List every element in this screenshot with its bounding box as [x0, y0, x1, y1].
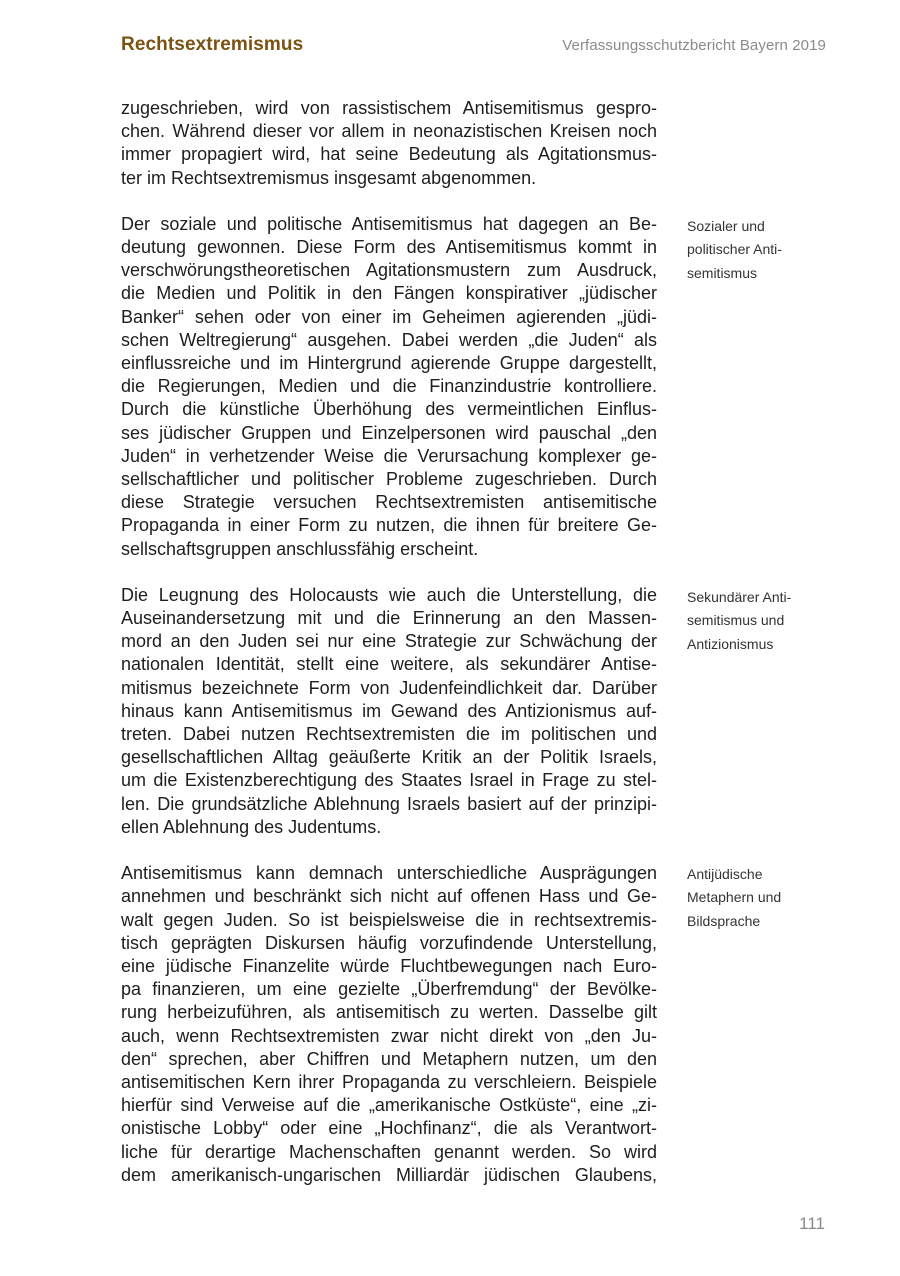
- section-title: Rechtsextremismus: [121, 34, 304, 55]
- text-line: Auseinandersetzung mit und die Erinnerung an den Massen-: [121, 608, 657, 629]
- text-line: Antisemitismus kann demnach unterschiedliche Ausprägungen: [121, 863, 657, 884]
- text-line: Juden“ in verhetzender Weise die Verursachung komplexer ge-: [121, 445, 657, 466]
- text-line: schen Weltregierung“ ausgehen. Dabei werden „die Juden“ als: [121, 329, 657, 350]
- text-line: den“ sprechen, aber Chiffren und Metaphern nutzen, um den: [121, 1048, 657, 1069]
- text-line: sellschaftsgruppen anschlussfähig erscheint.: [121, 538, 479, 559]
- text-line: mord an den Juden sei nur eine Strategie zur Schwächung der: [121, 631, 657, 652]
- text-line: mitismus bezeichnete Form von Judenfeindlichkeit dar. Darüber: [121, 677, 657, 698]
- text-line: hinaus kann Antisemitismus im Gewand des Antizionismus auf-: [121, 700, 657, 721]
- text-line: um die Existenzberechtigung des Staates Israel in Frage zu stel-: [121, 770, 657, 791]
- text-line: sellschaftlicher und politischer Probleme zugeschrieben. Durch: [121, 469, 657, 490]
- margin-note-line: Sekundärer Anti-: [687, 589, 792, 605]
- text-line: chen. Während dieser vor allem in neonazistischen Kreisen noch: [121, 121, 657, 142]
- text-line: deutung gewonnen. Diese Form des Antisemitismus kommt in: [121, 237, 657, 258]
- text-line: annehmen und beschränkt sich nicht auf offenen Hass und Ge-: [121, 886, 657, 907]
- text-line: Durch die künstliche Überhöhung des vermeintlichen Einflus-: [121, 399, 657, 420]
- margin-note-social-political-antisemitism: [687, 215, 837, 285]
- margin-note-line: Metaphern und: [687, 889, 782, 906]
- margin-note-line: Antizionismus: [687, 635, 774, 652]
- text-line: Die Leugnung des Holocausts wie auch die Unterstellung, die: [121, 584, 657, 605]
- text-line: zugeschrieben, wird von rassistischem Antisemitismus gespro-: [121, 98, 657, 118]
- text-line: einflussreiche und im Hintergrund agierende Gruppe dargestellt,: [121, 353, 657, 374]
- text-line: pa finanzieren, um eine gezielte „Überfremdung“ der Bevölke-: [121, 979, 657, 1000]
- text-line: ter im Rechtsextremismus insgesamt abgenommen.: [121, 167, 537, 188]
- margin-note-antijewish-metaphors: [687, 863, 837, 933]
- text-line: liche für derartige Machenschaften genannt werden. So wird: [121, 1141, 657, 1162]
- margin-note-line: Sozialer und: [687, 218, 765, 234]
- text-line: walt gegen Juden. So ist beispielsweise die in rechtsextremis-: [121, 909, 657, 930]
- margin-note-line: Bildsprache: [687, 912, 761, 929]
- text-line: eine jüdische Finanzelite würde Fluchtbewegungen nach Euro-: [121, 955, 657, 976]
- page-number: 111: [799, 1214, 825, 1233]
- text-line: ellen Ablehnung des Judentums.: [121, 816, 382, 837]
- margin-note-secondary-antisemitism: [687, 586, 837, 656]
- paragraph-1: [121, 97, 657, 190]
- text-line: verschwörungstheoretischen Agitationsmustern zum Ausdruck,: [121, 260, 657, 281]
- text-line: die Regierungen, Medien und die Finanzindustrie kontrolliere.: [121, 376, 657, 397]
- margin-note-line: semitismus und: [687, 612, 785, 629]
- text-line: nationalen Identität, stellt eine weitere, als sekundärer Antise-: [121, 654, 657, 675]
- text-line: tisch geprägten Diskursen häufig vorzufindende Unterstellung,: [121, 932, 657, 953]
- text-line: antisemitischen Kern ihrer Propaganda zu verschleiern. Beispiele: [121, 1071, 657, 1092]
- text-line: diese Strategie versuchen Rechtsextremisten antisemitische: [121, 492, 657, 513]
- text-line: onistische Lobby“ oder eine „Hochfinanz“, die als Verantwort-: [121, 1118, 657, 1139]
- publication-title: Verfassungsschutzbericht Bayern 2019: [562, 37, 826, 54]
- text-line: len. Die grundsätzliche Ablehnung Israels basiert auf der prinzipi-: [121, 793, 657, 814]
- margin-note-line: politischer Anti-: [687, 241, 782, 258]
- text-line: Propaganda in einer Form zu nutzen, die ihnen für breitere Ge-: [121, 515, 657, 536]
- text-line: immer propagiert wird, hat seine Bedeutung als Agitationsmus-: [121, 144, 657, 165]
- text-line: hierfür sind Verweise auf die „amerikanische Ostküste“, eine „zi-: [121, 1095, 657, 1116]
- text-line: Der soziale und politische Antisemitismus hat dagegen an Be-: [121, 213, 657, 234]
- paragraph-4: [121, 862, 657, 1187]
- text-line: dem amerikanisch-ungarischen Milliardär jüdischen Glaubens,: [121, 1164, 657, 1185]
- text-line: ses jüdischer Gruppen und Einzelpersonen wird pauschal „den: [121, 422, 657, 443]
- text-line: gesellschaftlichen Alltag geäußerte Kritik an der Politik Israels,: [121, 747, 657, 768]
- paragraph-3: [121, 584, 657, 839]
- text-line: auch, wenn Rechtsextremisten zwar nicht direkt von „den Ju-: [121, 1025, 657, 1046]
- main-text: [121, 97, 657, 1187]
- text-line: treten. Dabei nutzen Rechtsextremisten die im politischen und: [121, 724, 657, 745]
- text-line: Banker“ sehen oder von einer im Geheimen agierenden „jüdi-: [121, 306, 657, 327]
- text-line: rung herbeizuführen, als antisemitisch zu werten. Dasselbe gilt: [121, 1002, 657, 1023]
- margin-note-line: Antijüdische: [687, 866, 763, 882]
- margin-note-line: semitismus: [687, 264, 758, 281]
- paragraph-2: [121, 213, 657, 561]
- text-line: die Medien und Politik in den Fängen konspirativer „jüdischer: [121, 283, 657, 304]
